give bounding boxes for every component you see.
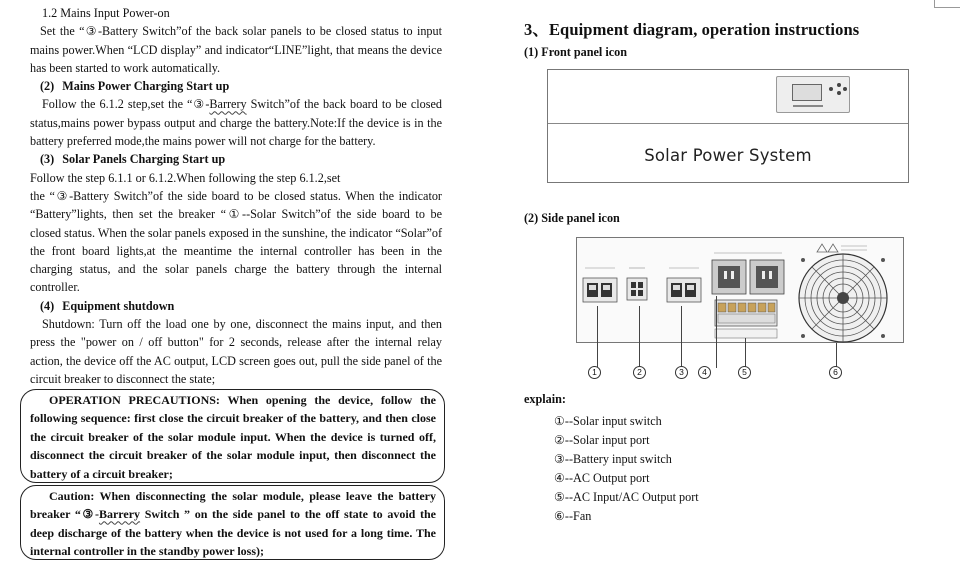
section-2-number: (2): [40, 79, 55, 94]
spellcheck-word: Barrery: [209, 97, 247, 112]
page-corner-mark: [934, 0, 960, 8]
caution-box: [20, 485, 445, 560]
callout-line-4: [716, 296, 717, 368]
explain-heading: explain:: [524, 392, 566, 406]
list-item: ①--Solar input switch: [554, 414, 662, 428]
ac-output-socket-icon: [712, 253, 784, 294]
caution-text: [30, 487, 436, 561]
section-3-body: the “③-Battery Switch”of the side board to be closed status. When the indicator “Battery”lights, then set the breaker “①--Solar Switch”of the side board to be closed status. When the solar panels exposed in the sunshine, the indicator “Solar”of the front board lights,at the meantime the internal controller has been in the charging status, and the solar panels charge the battery through the internal controller.: [30, 188, 443, 295]
section-4-heading: [30, 297, 442, 315]
explain-list: [554, 412, 699, 526]
solar-port-icon: [627, 268, 647, 300]
front-panel-label: Solar Power System: [644, 146, 812, 165]
section-2-body-part-a: Follow the 6.1.2 step,set the “③-: [42, 97, 210, 112]
power-button-icon: [843, 87, 847, 91]
callout-line-2: [639, 306, 640, 368]
front-panel-heading: (1) Front panel icon: [524, 45, 628, 59]
section-3-number: (3): [40, 152, 55, 167]
indicator-light-icon: [837, 83, 841, 87]
callout-line-1: [597, 306, 598, 368]
callout-2: 2: [633, 366, 646, 379]
indicator-bar-icon: [793, 105, 823, 107]
operation-precautions-box: [20, 389, 445, 483]
callout-line-5: [745, 338, 746, 368]
section-2-body-part-b: Switch”of the back board to be closed status,mains power bypass output and charge the battery.Note:If the device is in the battery preferred mode,the mains power will not charge for the battery.: [30, 97, 442, 149]
callout-4: 4: [698, 366, 711, 379]
section-3-line-1: Follow the step 6.1.1 or 6.1.2.When following the step 6.1.2,set: [30, 170, 341, 185]
solar-switch-icon: [583, 268, 617, 302]
list-item: ②--Solar input port: [554, 433, 650, 447]
fan-icon: [799, 254, 887, 342]
side-panel-heading: (2) Side panel icon: [524, 211, 620, 225]
section-2-body: [30, 95, 442, 150]
list-item: ⑤--AC Input/AC Output port: [554, 490, 699, 504]
terminal-block-icon: [715, 300, 777, 338]
side-panel-diagram: [576, 237, 904, 343]
lcd-display-unit: [776, 76, 850, 113]
list-item: ④--AC Output port: [554, 471, 650, 485]
lcd-screen-icon: [792, 84, 822, 101]
section-1-2-body: Set the “③-Battery Switch”of the back solar panels to be closed status to input mains power.When “LCD display” and indicator“LINE”light, that means the device has been started to work automatically.: [30, 24, 442, 75]
left-column: [30, 4, 442, 388]
callout-line-6: [836, 343, 837, 368]
callout-line-3: [681, 306, 682, 368]
section-2-title: Mains Power Charging Start up: [62, 79, 230, 94]
callout-5: 5: [738, 366, 751, 379]
side-panel-drawing: [577, 238, 905, 344]
indicator-light-icon: [829, 87, 833, 91]
warning-icon: [817, 244, 867, 252]
section-3-title-equipment: 3、Equipment diagram, operation instructions: [524, 20, 860, 39]
callout-6: 6: [829, 366, 842, 379]
section-4-number: (4): [40, 298, 55, 313]
spellcheck-word: Barrery: [98, 507, 141, 522]
callout-3: 3: [675, 366, 688, 379]
battery-switch-icon: [667, 268, 701, 302]
indicator-light-icon: [837, 91, 841, 95]
section-3-heading: [30, 150, 442, 168]
section-1-2-title: 1.2 Mains Input Power-on: [42, 6, 170, 20]
section-4-body: Shutdown: Turn off the load one by one, disconnect the mains input, and then press the "power on / off button" for 2 seconds, release after the internal relay action, the device off the AC output, LCD screen goes out, pull the side panel of the circuit breaker to disconnect the state;: [30, 317, 442, 386]
caution-text-part-b: Switch ” on the side panel to the off state to avoid the deep discharge of the battery when the device is not used for a long time. The internal controller in the standby power loss);: [30, 507, 436, 559]
list-item: ⑥--Fan: [554, 509, 592, 523]
front-panel-divider: [548, 123, 908, 124]
list-item: ③--Battery input switch: [554, 452, 672, 466]
operation-precautions-text: OPERATION PRECAUTIONS: When opening the device, follow the following sequence: first close the circuit breaker of the battery, and then close the circuit breaker of the solar module input. When the device is turned off, disconnect the circuit breaker of the solar module input, then disconnect the battery of a circuit breaker;: [30, 393, 436, 481]
caution-text-part-a: Caution: When disconnecting the solar module, please leave the battery breaker “③-: [30, 489, 436, 522]
section-3-title: Solar Panels Charging Start up: [62, 152, 226, 167]
section-4-title: Equipment shutdown: [62, 298, 175, 313]
section-2-heading: [30, 77, 442, 95]
callout-1: 1: [588, 366, 601, 379]
front-panel-diagram: [547, 69, 909, 183]
